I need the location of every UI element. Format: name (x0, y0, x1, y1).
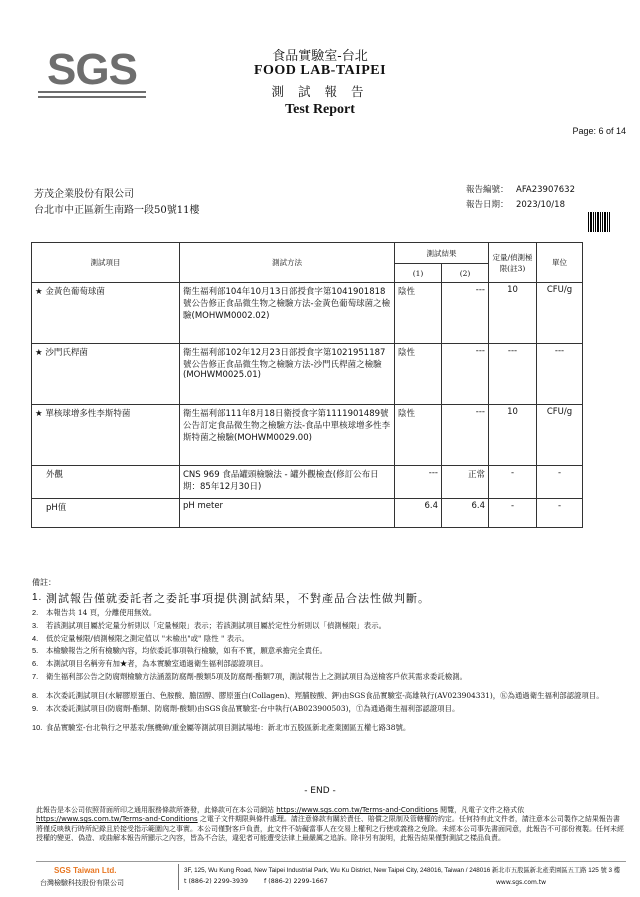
disclaimer-text-c: 之電子文件期限與條件處理。請注意條款有關於責任、賠償之限制及管轄權的約定。任何持有此文件者，請注意本公司製作之結果報告書將僅反映執行時所紀錄且於接受指示範圍內之事實。本公司僅對客戶負責，此文件不妨礙當事人在交易上權利之行使或義務之免除。未經本公司事先書面同意，此報告不可部份複製。任何未經授權的變更、偽造、或曲解本報告所顯示之內容，皆為不合法，違犯者可能遭受法律上最嚴厲之追訴。除非另有說明，此報告結果僅對測試之樣品負責。 (36, 815, 624, 843)
row-result-1: 6.4 (395, 499, 442, 528)
row-result-1: --- (395, 466, 442, 499)
note-number: 7. (32, 672, 39, 682)
report-number-value: AFA23907632 (516, 185, 576, 195)
report-title-en: Test Report (285, 102, 355, 117)
note-item (32, 660, 622, 669)
note-text: 本次委託測試項目(防腐劑-酯類、防腐劑-酸類)由SGS食品實驗室-台中執行(AB023900503)，Ⓣ為通過衛生福利部認證項目。 (46, 703, 460, 713)
footer-vertical-divider (178, 864, 179, 890)
row-unit: - (537, 499, 583, 528)
company-name-zh: 台灣檢驗科技股份有限公司 (40, 879, 124, 887)
client-address: 台北市中正區新生南路一段50號11樓 (34, 205, 200, 216)
note-number: 5. (32, 646, 39, 656)
company-name-en: SGS Taiwan Ltd. (54, 866, 117, 875)
footer-disclaimer (36, 806, 626, 844)
note-item (32, 609, 622, 618)
company-contact (184, 878, 328, 885)
row-method: 衛生福利部104年10月13日部授食字第1041901818號公告修正食品微生物之檢驗方法-金黃色葡萄球菌之檢驗(MOHWM0002.02) (180, 283, 395, 344)
row-limit: - (489, 466, 537, 499)
row-item: ★ 沙門氏桿菌 (32, 344, 180, 405)
company-tel: t (886-2) 2299-3939 (184, 878, 249, 885)
row-limit: - (489, 499, 537, 528)
note-number: 3. (32, 620, 39, 630)
header-result: 測試結果 (395, 243, 489, 264)
footer-divider (36, 861, 626, 862)
header-result-1: (1) (395, 264, 442, 283)
row-item: ★ 金黃色葡萄球菌 (32, 283, 180, 344)
note-text: 本測試項目名稱旁有加★者，為本實驗室通過衛生福利部認證項目。 (46, 659, 268, 669)
note-item (32, 705, 622, 714)
barcode (588, 212, 610, 232)
table-row (32, 499, 583, 528)
row-item: ★ 單核球增多性李斯特菌 (32, 405, 180, 466)
row-result-2: 6.4 (442, 499, 489, 528)
lab-name-en: FOOD LAB-TAIPEI (253, 63, 387, 78)
note-number: 10. (32, 722, 43, 732)
header-unit: 單位 (537, 243, 583, 283)
report-number-label: 報告編號： (466, 185, 509, 195)
table-row (32, 405, 583, 466)
row-item: 外觀 (32, 466, 180, 499)
company-website[interactable]: www.sgs.com.tw (496, 879, 547, 886)
row-method: pH meter (180, 499, 395, 528)
row-method: CNS 969 食品罐頭檢驗法 - 罐外觀檢查(修訂公布日期：85年12月30日) (180, 466, 395, 499)
report-date (466, 198, 565, 210)
note-number: 4. (32, 633, 39, 643)
row-result-1: 陰性 (395, 283, 442, 344)
note-item (32, 673, 622, 682)
note-text: 食品實驗室-台北執行之甲基汞/無機砷/重金屬等測試項目測試場地：新北市五股區新北產業園區五權七路38號。 (46, 722, 411, 732)
row-unit: CFU/g (537, 405, 583, 466)
terms-link-2[interactable]: https://www.sgs.com.tw/Terms-and-Conditions (36, 815, 198, 824)
note-item (32, 647, 622, 656)
row-result-2: 正常 (442, 466, 489, 499)
lab-name-zh: 食品實驗室-台北 (272, 49, 368, 64)
note-text: 低於定量極限/偵測極限之測定值以 "未檢出"或" 陰性 " 表示。 (46, 633, 249, 643)
results-table (31, 242, 583, 528)
header-item: 測試項目 (32, 243, 180, 283)
row-limit: 10 (489, 283, 537, 344)
note-item (32, 635, 622, 644)
report-number (466, 183, 575, 195)
row-result-1: 陰性 (395, 344, 442, 405)
table-row (32, 466, 583, 499)
page-number: Page: 6 of 14 (572, 126, 626, 136)
table-header-row (32, 243, 583, 264)
note-number: 9. (32, 703, 39, 713)
row-result-2: --- (442, 405, 489, 466)
report-date-value: 2023/10/18 (516, 200, 565, 210)
note-number: 6. (32, 659, 39, 669)
end-marker: - END - (304, 786, 336, 796)
note-text: 本報告共 14 頁，分離使用無效。 (46, 607, 157, 617)
header-method: 測試方法 (180, 243, 395, 283)
row-limit: 10 (489, 405, 537, 466)
row-limit: --- (489, 344, 537, 405)
client-name: 芳茂企業股份有限公司 (34, 189, 134, 200)
note-item (32, 592, 622, 605)
note-item (32, 622, 622, 631)
notes-section (32, 578, 622, 737)
header-limit: 定量/偵測極限(註3) (489, 243, 537, 283)
note-text: 測試報告僅就委託者之委託事項提供測試結果，不對產品合法性做判斷。 (46, 591, 430, 605)
report-date-label: 報告日期： (466, 200, 509, 210)
row-unit: --- (537, 344, 583, 405)
svg-text:SGS: SGS (47, 45, 137, 94)
table-row (32, 283, 583, 344)
row-unit: CFU/g (537, 283, 583, 344)
disclaimer-text-a: 此報告是本公司依照背面所印之通用服務條款所簽發，此條款可在本公司網站 (36, 806, 277, 814)
row-item: pH值 (32, 499, 180, 528)
note-number: 1. (32, 591, 43, 603)
report-title-zh: 測 試 報 告 (271, 84, 369, 99)
notes-heading: 備註： (32, 578, 56, 587)
company-fax: f (886-2) 2299-1667 (264, 878, 328, 885)
note-text: 若該測試項目屬於定量分析則以「定量極限」表示；若該測試項目屬於定性分析則以「偵測極限」表示。 (46, 620, 386, 630)
header-result-2: (2) (442, 264, 489, 283)
row-method: 衛生福利部102年12月23日部授食字第1021951187號公告修正食品微生物之檢驗方法-沙門氏桿菌之檢驗(MOHWM0025.01) (180, 344, 395, 405)
note-item (32, 724, 622, 733)
disclaimer-text-b: 閱覽，凡電子文件之格式依 (437, 806, 525, 814)
company-address: 3F, 125, Wu Kung Road, New Taipei Industrial Park, Wu Ku District, New Taipei City, 248016, Taiwan / 248016 新北市五股區新北產業園區五工路 125 號 3 樓 (184, 867, 621, 874)
terms-link[interactable]: https://www.sgs.com.tw/Terms-and-Conditions (276, 806, 438, 814)
note-text: 本次委託測試項目(水解膠原蛋白、色胺酸、膽固醇、膠原蛋白(Collagen)、羥脯胺酸、鉀)由SGS食品實驗室-高雄執行(AV023904331)，Ⓚ為通過衛生福利部認證項目。 (46, 691, 604, 701)
row-result-1: 陰性 (395, 405, 442, 466)
note-item (32, 692, 622, 701)
row-method: 衛生福利部111年8月18日衛授食字第1111901489號公告訂定食品微生物之檢驗方法-食品中單核球增多性李斯特菌之檢驗(MOHWM0029.00) (180, 405, 395, 466)
note-number: 2. (32, 607, 39, 617)
note-text: 本檢驗報告之所有檢驗內容，均依委託事項執行檢驗，如有不實，願意承擔完全責任。 (46, 646, 327, 656)
row-unit: - (537, 466, 583, 499)
note-text: 衛生福利部公告之防腐劑檢驗方法涵蓋防腐劑-酸類5項及防腐劑-酯類7項，測試報告上之測試項目為送檢客戶依其需求委託檢測。 (46, 672, 467, 682)
note-number: 8. (32, 691, 39, 701)
row-result-2: --- (442, 283, 489, 344)
table-row (32, 344, 583, 405)
row-result-2: --- (442, 344, 489, 405)
